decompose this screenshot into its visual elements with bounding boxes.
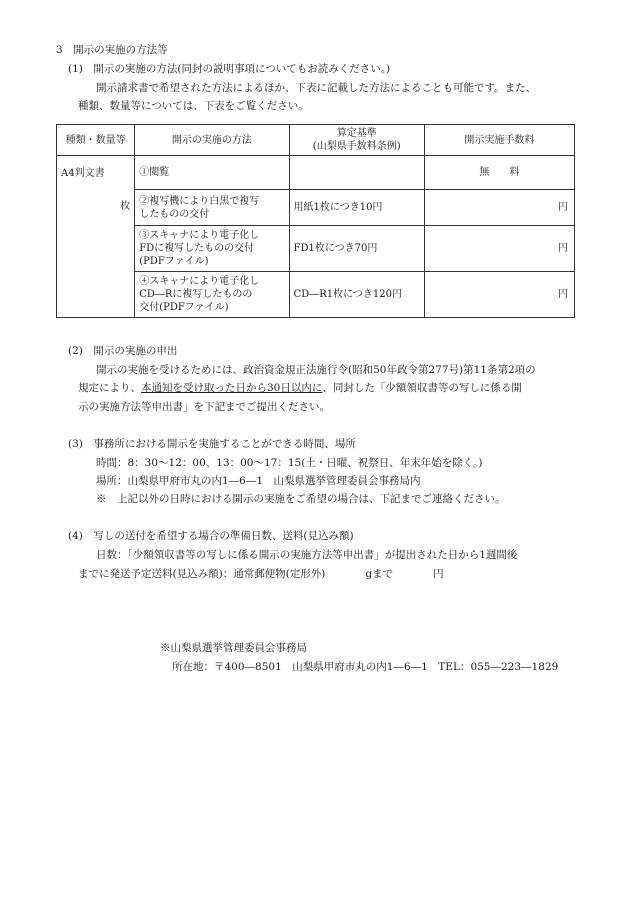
method-cell — [135, 190, 289, 226]
method-line: ①閲覧 — [139, 167, 170, 178]
item-3-note: ※ 上記以外の日時における開示の実施をご希望の場合は、下記までご連絡ください。 — [96, 493, 506, 505]
item-3-place: 場所：山梨県甲府市丸の内1―6―1 山梨県選挙管理委員会事務局内 — [96, 475, 421, 487]
basis-cell: CD―R1枚につき120円 — [289, 272, 424, 318]
item-1-paragraph-line-2: 種類、数量等については、下表をご覧ください。 — [78, 100, 309, 112]
method-line: FDに複写したものの交付 — [139, 243, 255, 254]
method-line: 交付(PDFファイル) — [139, 302, 229, 313]
section-3-heading: 3 開示の実施の方法等 — [56, 44, 168, 56]
header-kind: 種類・数量等 — [57, 125, 135, 156]
table-row — [57, 156, 575, 190]
header-basis — [289, 125, 424, 156]
item-2-line-1: 開示の実施を受けるためには、政治資金規正法施行令(昭和50年政令第277号)第11条第2項の — [96, 364, 536, 376]
item-3-time: 時間：8：30～12：00、13：00～17：15(土・日曜、祝祭日、年末年始を除く。) — [96, 457, 483, 469]
table-row — [57, 226, 575, 272]
kind-label: A4判文書 — [61, 168, 105, 179]
method-line: ④スキャナにより電子化し — [139, 276, 260, 287]
header-fee: 開示実施手数料 — [424, 125, 574, 156]
item-2-title: (2) 開示の実施の申出 — [68, 345, 178, 357]
method-line: (PDFファイル) — [139, 256, 209, 267]
method-cell — [135, 156, 289, 190]
weight-unit: gまで — [365, 568, 394, 580]
item-2-line-2-post: 、同封した「少額領収書等の写しに係る開 — [322, 382, 522, 394]
deadline-emphasis: 本通知を受け取った日から30日以内に — [141, 382, 323, 394]
fee-table — [56, 124, 575, 318]
table-row — [57, 190, 575, 226]
method-line: ②複写機により白黒で複写 — [139, 195, 260, 207]
item-1-title: (1) 開示の実施の方法(同封の説明事項についてもお読みください。) — [68, 63, 391, 75]
header-method: 開示の実施の方法 — [135, 125, 289, 156]
basis-cell: FD1枚につき70円 — [289, 226, 424, 272]
method-line: したものの交付 — [139, 208, 210, 220]
unit-label: 枚 — [120, 201, 131, 212]
basis-cell — [289, 156, 424, 190]
postage-yen: 円 — [433, 568, 444, 580]
method-line: ③スキャナにより電子化し — [139, 230, 260, 241]
method-cell — [135, 272, 289, 318]
fee-cell: 円 — [424, 272, 574, 318]
item-4-line-2 — [78, 567, 444, 581]
item-4-title: (4) 写しの送付を希望する場合の準備日数、送料(見込み額) — [68, 530, 354, 542]
fee-cell: 無 料 — [424, 156, 574, 190]
item-3-title: (3) 事務所における開示を実施することができる時間、場所 — [68, 438, 356, 450]
footer-address: 所在地：〒400―8501 山梨県甲府市丸の内1―6―1 TEL：055―223―1829 — [172, 661, 559, 673]
header-basis-line-1: 算定基準 — [336, 128, 377, 139]
kind-cell — [57, 156, 135, 318]
item-2-line-2-pre: 規定により、 — [78, 382, 141, 394]
method-line: CD―Rに複写したものの — [139, 289, 253, 300]
item-2-line-3: 示の実施方法等申出書」を下記までご提出ください。 — [78, 401, 330, 413]
basis-cell: 用紙1枚につき10円 — [289, 190, 424, 226]
fee-cell: 円 — [424, 190, 574, 226]
table-row — [57, 272, 575, 318]
fee-table-header-row — [57, 125, 575, 156]
method-cell — [135, 226, 289, 272]
item-1-paragraph-line-1: 開示請求書で希望された方法によるほか、下表に記載した方法によることも可能です。また、 — [96, 82, 537, 94]
fee-cell: 円 — [424, 226, 574, 272]
item-4-line-1: 日数：「少額領収書等の写しに係る開示の実施方法等申出書」が提出された日から1週間後 — [96, 549, 518, 561]
header-basis-line-2: (山梨県手数料条例) — [312, 141, 401, 152]
item-2-line-2 — [78, 381, 522, 395]
postage-label: までに発送予定送料(見込み額)：通常郵便物(定形外) — [78, 568, 326, 580]
footer-office: ※山梨県選挙管理委員会事務局 — [160, 642, 307, 654]
